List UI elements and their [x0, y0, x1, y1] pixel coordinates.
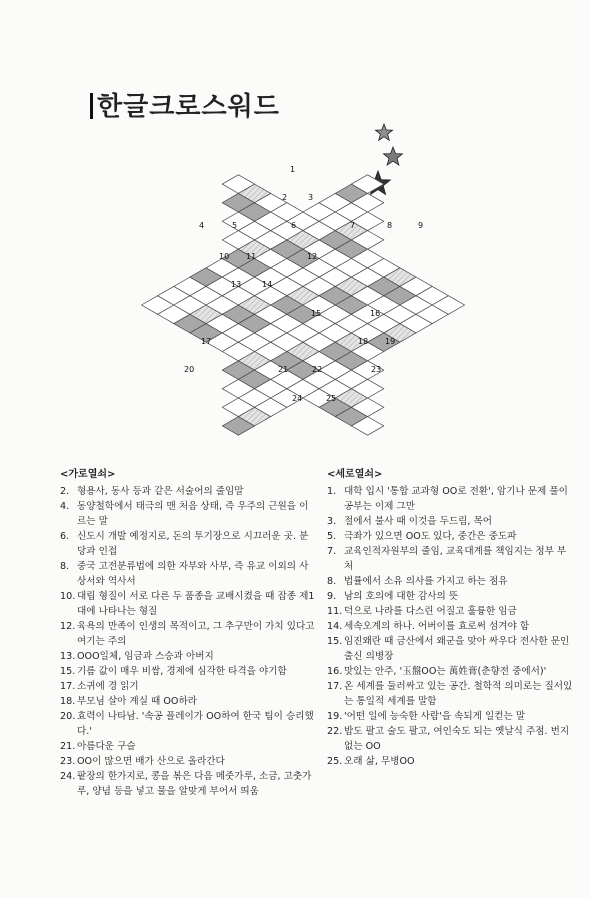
- clue-text: 맛있는 안주, '玉盤OO는 萬姓膏(춘향전 중에서)': [344, 666, 547, 677]
- cell-number: 6: [291, 221, 297, 230]
- clue-item: [327, 484, 575, 514]
- cell-number: 4: [199, 221, 205, 230]
- clue-text: 기름 값이 매우 비쌈, 경제에 심각한 타격을 야기함: [77, 666, 287, 677]
- cell-number: 16: [370, 309, 381, 318]
- cell-number: 13: [231, 280, 242, 289]
- clue-number: 4.: [60, 501, 70, 512]
- clue-number: 14.: [327, 621, 343, 632]
- clue-number: 15.: [327, 636, 343, 647]
- clue-text: OOO일체, 임금과 스승과 아버지: [77, 651, 214, 662]
- clue-number: 24.: [60, 771, 76, 782]
- clue-item: [60, 769, 316, 799]
- cell-number: 11: [246, 252, 257, 261]
- clue-item: [327, 724, 575, 754]
- clue-text: 대립 형질이 서로 다른 두 품종을 교배시켰을 때 잡종 제1대에 나타나는 형질: [77, 591, 315, 617]
- clue-text: 임진왜란 때 금산에서 왜군을 맞아 싸우다 전사한 문인 출신 의병장: [344, 636, 570, 662]
- clue-text: 중국 고전분류법에 의한 자부와 사부, 즉 유교 이외의 사상서와 역사서: [77, 561, 309, 587]
- clue-text: 신도시 개발 예정지로, 돈의 투기장으로 시끄러운 곳. 분당과 인접: [77, 531, 309, 557]
- clue-number: 21.: [60, 741, 76, 752]
- clue-number: 1.: [327, 486, 337, 497]
- clue-number: 6.: [60, 531, 70, 542]
- cell-number: 25: [326, 394, 337, 403]
- clue-text: 아름다운 구슬: [77, 741, 136, 752]
- clue-text: 세속오계의 하나. 어버이를 효로써 섬겨야 함: [344, 621, 530, 632]
- clue-item: [327, 574, 575, 589]
- clue-item: [327, 754, 575, 769]
- clue-item: [327, 589, 575, 604]
- clue-item: [60, 664, 316, 679]
- clue-item: [327, 514, 575, 529]
- cell-number: 19: [385, 337, 396, 346]
- clue-item: [327, 544, 575, 574]
- clue-number: 5.: [327, 531, 337, 542]
- clue-item: [60, 649, 316, 664]
- cell-number: 9: [418, 221, 424, 230]
- cell-number: 2: [282, 193, 288, 202]
- cell-number: 10: [219, 252, 230, 261]
- cell-number: 3: [308, 193, 314, 202]
- clue-item: [60, 679, 316, 694]
- clue-text: 대학 입시 '통합 교과형 OO로 전환', 암기나 문제 풀이 공부는 이제 그만: [344, 486, 568, 512]
- clue-item: [327, 619, 575, 634]
- clue-text: OO이 많으면 배가 산으로 올라간다: [77, 756, 225, 767]
- clue-number: 19.: [327, 711, 343, 722]
- clue-item: [60, 694, 316, 709]
- cell-number: 22: [312, 365, 323, 374]
- clue-number: 23.: [60, 756, 76, 767]
- down-header: <세로열쇠>: [327, 469, 383, 480]
- clue-text: 온 세계를 둘러싸고 있는 공간. 철학적 의미로는 질서있는 통일적 세계를 말함: [344, 681, 573, 707]
- clue-number: 8.: [327, 576, 337, 587]
- cell-number: 1: [290, 165, 296, 174]
- clue-item: [60, 499, 316, 529]
- clue-number: 7.: [327, 546, 337, 557]
- star-icon: [375, 124, 392, 140]
- clue-number: 16.: [327, 666, 343, 677]
- clue-text: 법률에서 소유 의사를 가지고 하는 점유: [344, 576, 508, 587]
- cell-number: 23: [371, 365, 382, 374]
- clue-number: 20.: [60, 711, 76, 722]
- clue-number: 17.: [60, 681, 76, 692]
- clue-item: [60, 619, 316, 649]
- cell-number: 15: [311, 309, 322, 318]
- cell-number: 21: [278, 365, 289, 374]
- across-header: <가로열쇠>: [60, 469, 116, 480]
- clue-item: [60, 709, 316, 739]
- clue-item: [60, 589, 316, 619]
- clue-text: 소귀에 경 읽기: [77, 681, 139, 692]
- clue-number: 11.: [327, 606, 343, 617]
- crossword-grid: [142, 175, 465, 435]
- clue-number: 25.: [327, 756, 343, 767]
- clue-number: 3.: [327, 516, 337, 527]
- clue-item: [60, 559, 316, 589]
- clue-number: 18.: [60, 696, 76, 707]
- clue-item: [327, 529, 575, 544]
- clue-number: 13.: [60, 651, 76, 662]
- clue-number: 9.: [327, 591, 337, 602]
- clue-item: [60, 529, 316, 559]
- clue-item: [327, 634, 575, 664]
- clue-text: 동양철학에서 태극의 맨 처음 상태, 즉 우주의 근원을 이르는 말: [77, 501, 309, 527]
- cell-number: 24: [292, 394, 303, 403]
- clue-number: 17.: [327, 681, 343, 692]
- clue-text: 형용사, 동사 등과 같은 서술어의 줄임말: [77, 486, 244, 497]
- clue-item: [60, 484, 316, 499]
- title-text: 한글크로스워드: [97, 92, 280, 122]
- clue-text: '어떤 일에 능숙한 사람'을 속되게 일컫는 말: [344, 711, 526, 722]
- clue-text: 절에서 불사 때 이것을 두드림, 목어: [344, 516, 493, 527]
- clue-text: 극좌가 있으면 OO도 있다, 중간은 중도파: [344, 531, 517, 542]
- clue-item: [327, 604, 575, 619]
- cell-number: 8: [387, 221, 393, 230]
- down-clues: [327, 467, 575, 769]
- clue-text: 오래 삶, 무병OO: [344, 756, 415, 767]
- clue-text: 밥도 팔고 술도 팔고, 여인숙도 되는 옛날식 주점. 번지 없는 OO: [344, 726, 570, 752]
- clue-item: [327, 709, 575, 724]
- clue-number: 15.: [60, 666, 76, 677]
- clue-text: 육욕의 만족이 인생의 목적이고, 그 추구만이 가치 있다고 여기는 주의: [77, 621, 315, 647]
- clue-number: 2.: [60, 486, 70, 497]
- clue-number: 12.: [60, 621, 76, 632]
- across-clues: [60, 467, 316, 799]
- down-list: [327, 484, 575, 769]
- clue-item: [60, 754, 316, 769]
- clue-text: 효력이 나타남. '속공 플레이가 OO하여 한국 팀이 승리했다.': [77, 711, 314, 737]
- clue-text: 덕으로 나라를 다스린 어질고 훌륭한 임금: [344, 606, 517, 617]
- clue-text: 팥장의 한가지로, 콩을 볶은 다음 메줏가루, 소금, 고춧가루, 양념 등을 넣고 물을 알맞게 부어서 띄움: [77, 771, 312, 797]
- cell-number: 7: [350, 221, 356, 230]
- cell-number: 14: [262, 280, 273, 289]
- star-icon: [384, 147, 403, 165]
- cell-number: 12: [307, 252, 318, 261]
- clue-number: 8.: [60, 561, 70, 572]
- clue-text: 부모님 살아 계실 때 OO하라: [77, 696, 197, 707]
- cell-number: 17: [201, 337, 212, 346]
- cell-number: 5: [232, 221, 238, 230]
- clue-number: 22.: [327, 726, 343, 737]
- cell-number: 20: [184, 365, 195, 374]
- clue-number: 10.: [60, 591, 76, 602]
- cell-number: 18: [358, 337, 369, 346]
- clue-text: 교육인적자원부의 줄임, 교육대계를 책임지는 정부 부처: [344, 546, 567, 572]
- clue-item: [327, 679, 575, 709]
- across-list: [60, 484, 316, 799]
- clue-text: 남의 호의에 대한 감사의 뜻: [344, 591, 459, 602]
- clue-item: [60, 739, 316, 754]
- clue-item: [327, 664, 575, 679]
